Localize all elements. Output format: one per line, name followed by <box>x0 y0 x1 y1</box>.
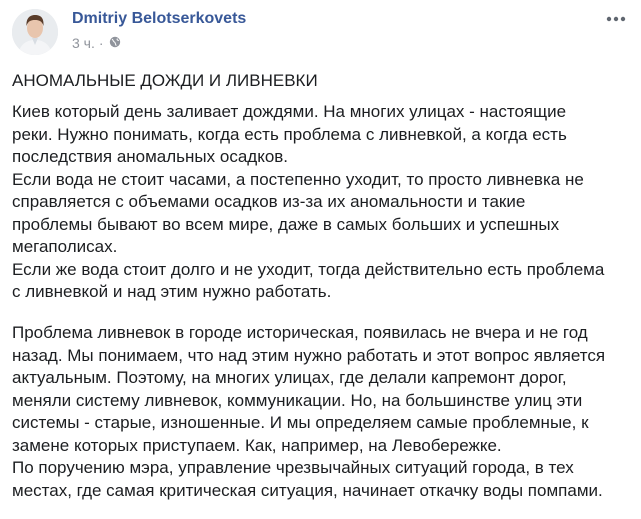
post-paragraph: Киев который день заливает дождями. На многих улицах - настоящие реки. Нужно понимать, когда есть проблема с ливневкой, а когда есть последствия аномальных осадков. Если вода не стоит часами, а постепенно уходит, то просто ливневка не справляется с объемами осадков из-за их аномальности и такие проблемы бывают во всем мире, даже в самых больших и успешных мегаполисах. Если же вода стоит долго и не уходит, тогда действительно есть проблема с ливневкой и над этим нужно работать. <box>12 102 605 301</box>
more-options-icon[interactable] <box>602 8 630 30</box>
author-name[interactable]: Dmitriy Belotserkovets <box>72 10 247 27</box>
post-meta <box>72 35 121 51</box>
separator-dot: · <box>98 35 104 51</box>
post-title: АНОМАЛЬНЫЕ ДОЖДИ И ЛИВНЕВКИ <box>12 71 318 90</box>
post-time[interactable]: 3 ч. <box>72 35 95 51</box>
post-paragraph: Проблема ливневок в городе историческая, появилась не вчера и не год назад. Мы понимаем, что над этим нужно работать и этот вопрос является актуальным. Поэтому, на многих улицах, где делали капремонт дорог, меняли систему ливневок, коммуникации. Но, на большинстве улиц эти системы - старые, изношенные. И мы определяем самые проблемные, к замене которых приступаем. Как, например, на Левобережке. По поручению мэра, управление чрезвычайных ситуаций города, в тех местах, где самая критическая ситуация, начинает откачку воды помпами. <box>12 323 606 500</box>
avatar[interactable] <box>12 9 58 55</box>
post-header <box>0 0 641 66</box>
globe-icon[interactable] <box>109 35 121 51</box>
